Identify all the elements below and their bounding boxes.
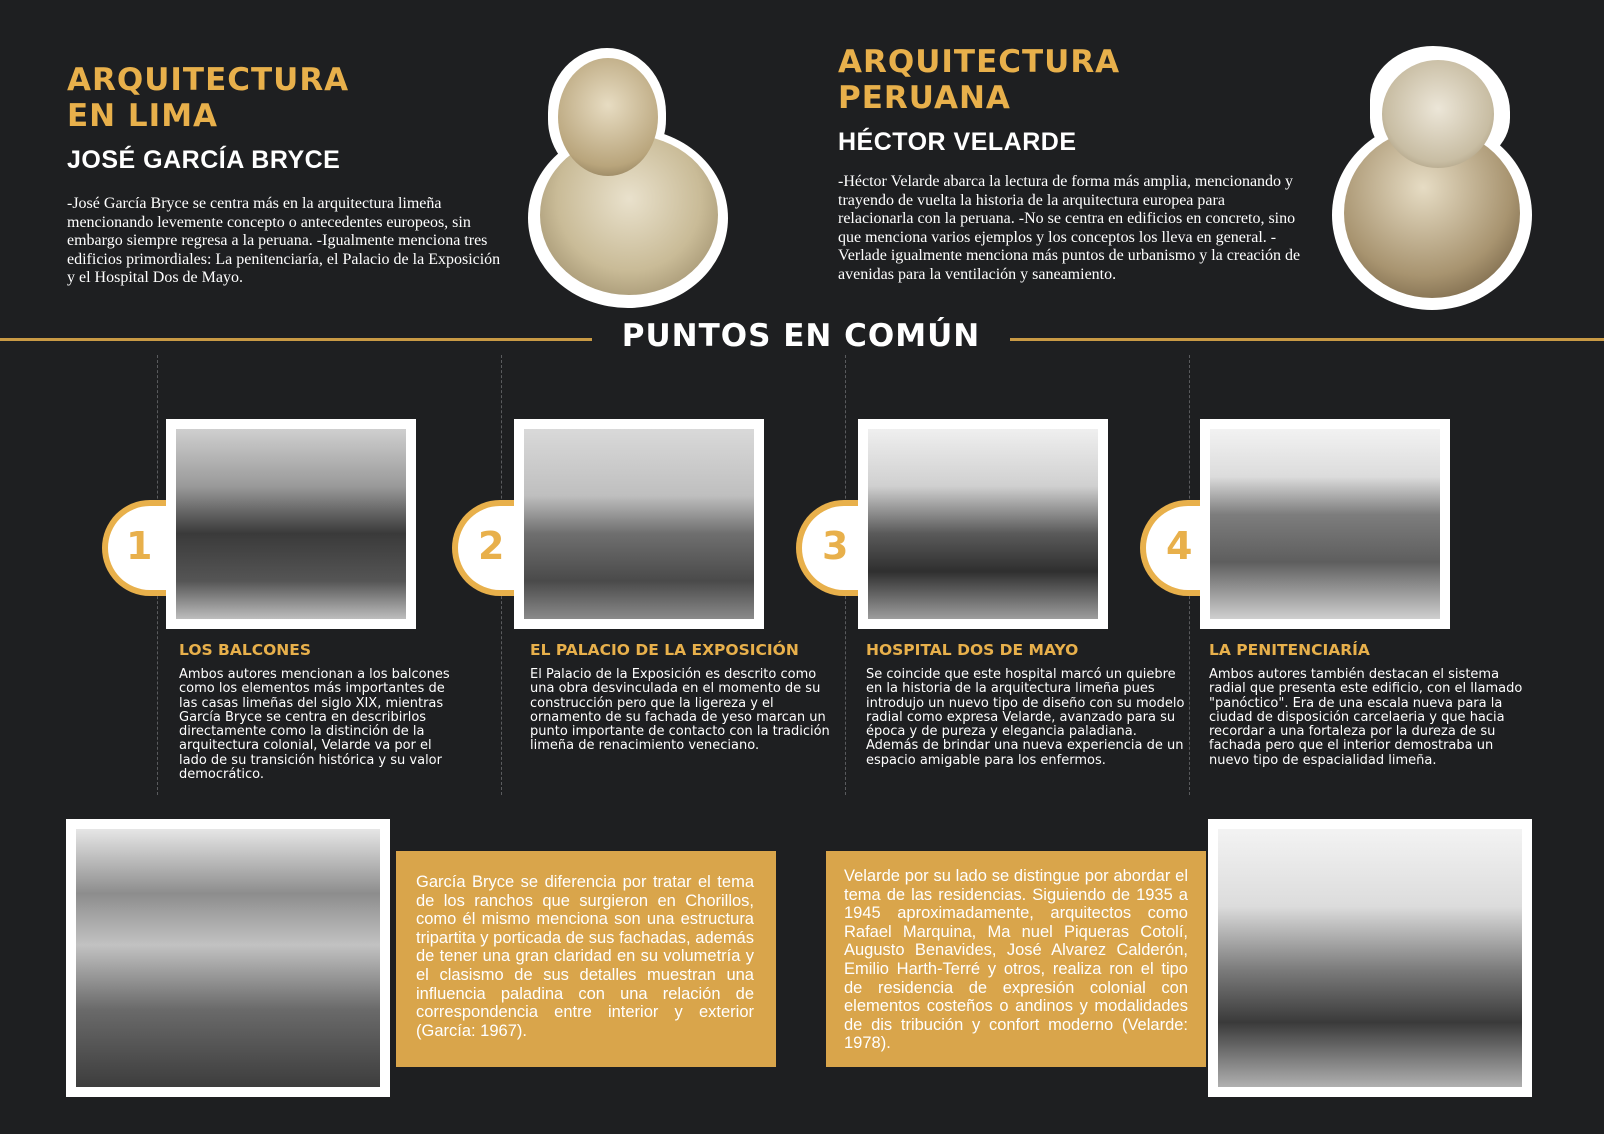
photo-palacio-exposicion xyxy=(514,419,764,629)
portrait-garcia-bryce-face xyxy=(558,58,658,176)
divider-right xyxy=(1010,338,1604,341)
right-intro-text: -Héctor Velarde abarca la lectura de forma más amplia, mencionando y trayendo de vuelta la historia de la arquitectura europea para relacionarla con la peruana. -No se centra en edificios en concreto, sino que menciona varios ejemplos y los conceptos los lleva en general. -Verlade igualmente menciona más puntos de urbanismo y la creación de avenidas para la ventilación y saneamiento. xyxy=(838,173,1301,283)
number-4: 4 xyxy=(1166,524,1193,568)
photo-palacio-image xyxy=(524,429,754,619)
number-3: 3 xyxy=(822,524,849,568)
number-1: 1 xyxy=(126,524,153,568)
right-author: HÉCTOR VELARDE xyxy=(838,128,1077,156)
section-title: PUNTOS EN COMÚN xyxy=(621,318,981,354)
garcia-bryce-box xyxy=(396,851,776,1067)
photo-rancho-image xyxy=(76,829,380,1087)
photo-hospital-image xyxy=(868,429,1098,619)
right-title-line1: ARQUITECTURA xyxy=(838,44,1121,80)
left-title-line1: ARQUITECTURA xyxy=(67,62,350,98)
card-4-text: Ambos autores también destacan el sistema radial que presenta este edificio, con el llamado "panóctico". Era de una escala nueva para la ciudad de disposición carcelaeria y que hacia recordar a una fortaleza por la dureza de su fachada pero que el interior demostraba un nuevo tipo de espacialidad limeña. xyxy=(1209,667,1523,768)
left-author: JOSÉ GARCÍA BRYCE xyxy=(67,146,341,174)
left-intro-text: -José García Bryce se centra más en la arquitectura limeña mencionando levemente concepto o antecedentes europeos, sin embargo siempre regresa a la peruana. -Igualmente menciona tres edificios primordiales: La penitenciaría, el Palacio de la Exposición y el Hospital Dos de Mayo. xyxy=(67,195,501,286)
photo-residencia xyxy=(1208,819,1532,1097)
left-title-line2: EN LIMA xyxy=(67,98,219,134)
photo-penitenciaria-image xyxy=(1210,429,1440,619)
card-4-title: LA PENITENCIARÍA xyxy=(1209,641,1370,659)
photo-penitenciaria xyxy=(1200,419,1450,629)
number-2: 2 xyxy=(478,524,505,568)
photo-balcones xyxy=(166,419,416,629)
garcia-bryce-box-text: García Bryce se diferencia por tratar el tema de los ranchos que surgieron en Chorillos, como él mismo menciona son una estructura tripartita y porticada de sus fachadas, además de tener una gran claridad en su volumetría y el clasismo de sus detalles muestran una influencia paladina con una relación de correspondencia entre interior y exterior (García: 1967). xyxy=(416,873,754,1040)
right-title-line2: PERUANA xyxy=(838,80,1011,116)
photo-hospital-dos-de-mayo xyxy=(858,419,1108,629)
card-1-text: Ambos autores mencionan a los balcones como los elementos más importantes de las casas limeñas del siglo XIX, mientras García Bryce se centra en describirlos directamente como la distinción de la arquitectura colonial, Velarde va por el lado de su transición histórica y su valor democrático. xyxy=(179,667,450,783)
card-3-text: Se coincide que este hospital marcó un quiebre en la historia de la arquitectura limeña pues introdujo un nuevo tipo de diseño con su modelo radial como expresa Velarde, avanzado para su época y de pureza y elegancia paladiana. Además de brindar una nueva experiencia de un espacio amigable para los enfermos. xyxy=(866,667,1185,768)
photo-residencia-image xyxy=(1218,829,1522,1087)
card-1-title: LOS BALCONES xyxy=(179,641,312,659)
right-header xyxy=(838,44,1308,284)
card-2-title: EL PALACIO DE LA EXPOSICIÓN xyxy=(530,641,799,659)
portrait-velarde-face xyxy=(1382,60,1494,168)
left-header xyxy=(67,62,517,288)
photo-rancho-chorrillos xyxy=(66,819,390,1097)
velarde-box xyxy=(826,851,1206,1067)
divider-left xyxy=(0,338,592,341)
card-2-text: El Palacio de la Exposición es descrito como una obra desvinculada en el momento de su construcción pero que la ligereza y el ornamento de su fachada de yeso marcan un punto importante de contacto con la tradición limeña de renacimiento veneciano. xyxy=(530,667,830,754)
photo-balcones-image xyxy=(176,429,406,619)
velarde-box-text: Velarde por su lado se distingue por abordar el tema de las residencias. Siguiendo de 1935 a 1945 aproximadamente, arquitectos como Rafael Marquina, Ma nuel Piqueras Cotolí, Augusto Benavides, José Alvarez Calderón, Emilio Harth-Terré y otros, realiza ron el tipo de residencia de expresión colonial con elementos costeños o andinos y modalidades de dis tribución y confort moderno (Velarde: 1978). xyxy=(844,867,1188,1053)
card-3-title: HOSPITAL DOS DE MAYO xyxy=(866,641,1079,659)
